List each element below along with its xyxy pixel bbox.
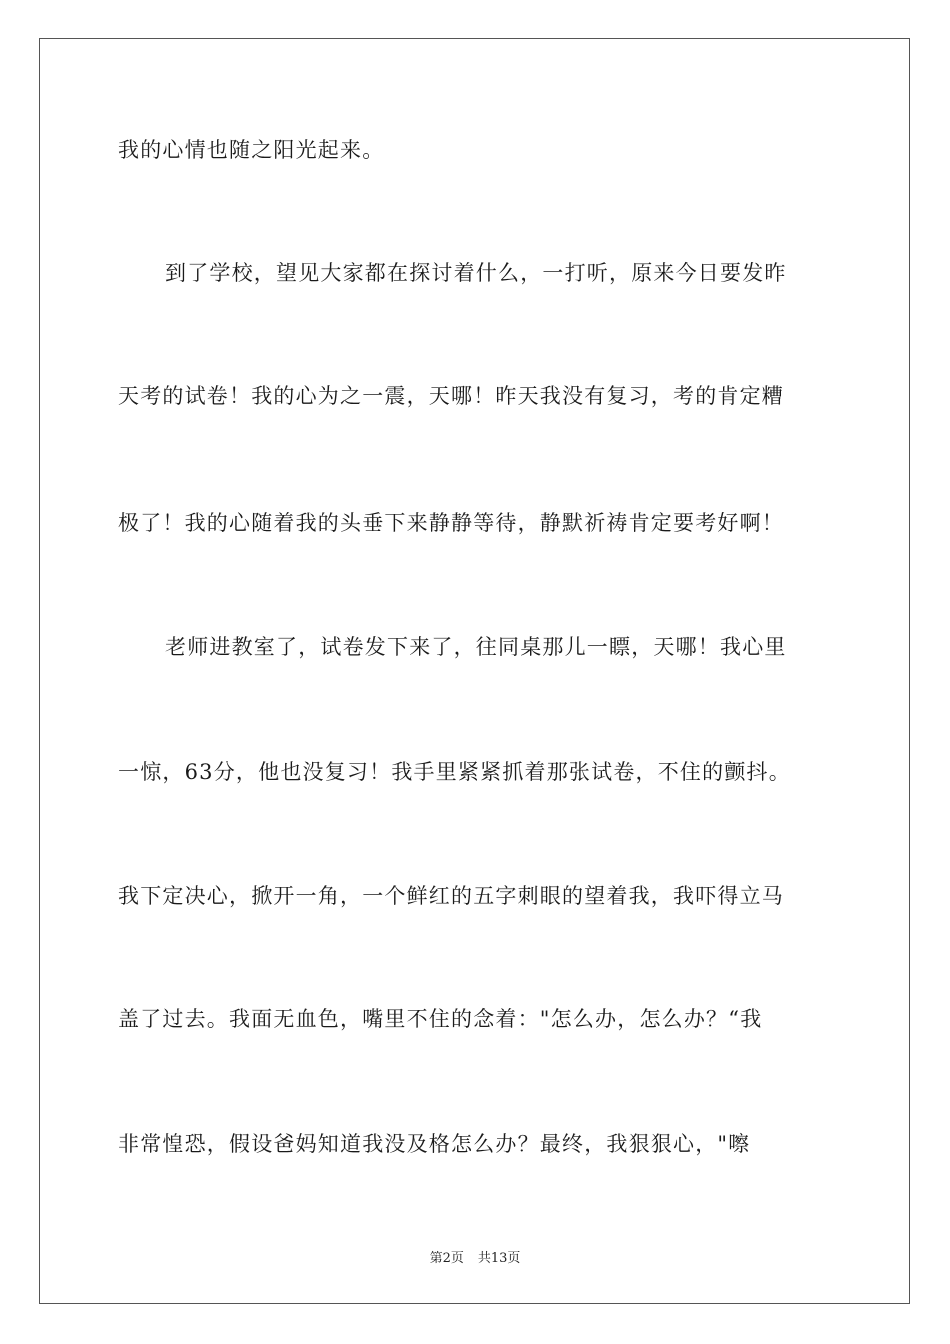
text-line-9: 非常惶恐，假设爸妈知道我没及格怎么办？最终，我狠狠心，"嚓 [118,1132,751,1156]
text-line-1: 我的心情也随之阳光起来。 [118,138,385,162]
page-footer [0,1247,950,1266]
text-line-4: 极了！我的心随着我的头垂下来静静等待，静默祈祷肯定要考好啊！ [118,511,784,535]
text-line-7: 我下定决心，掀开一角，一个鲜红的五字刺眼的望着我，我吓得立马 [118,884,784,908]
text-line-2: 到了学校，望见大家都在探讨着什么，一打听，原来今日要发昨 [165,261,787,285]
text-line-8: 盖了过去。我面无血色，嘴里不住的念着："怎么办，怎么办？“我 [118,1007,763,1031]
text-line-5: 老师进教室了，试卷发下来了，往同桌那儿一瞟，天哪！我心里 [165,635,787,659]
page-number: 第2页 [429,1251,464,1266]
page-border [39,38,910,1304]
text-line-6: 一惊，63分，他也没复习！我手里紧紧抓着那张试卷，不住的颤抖。 [118,760,791,784]
page-total: 共13页 [477,1251,521,1266]
text-line-3: 天考的试卷！我的心为之一震，天哪！昨天我没有复习，考的肯定糟 [118,384,784,408]
